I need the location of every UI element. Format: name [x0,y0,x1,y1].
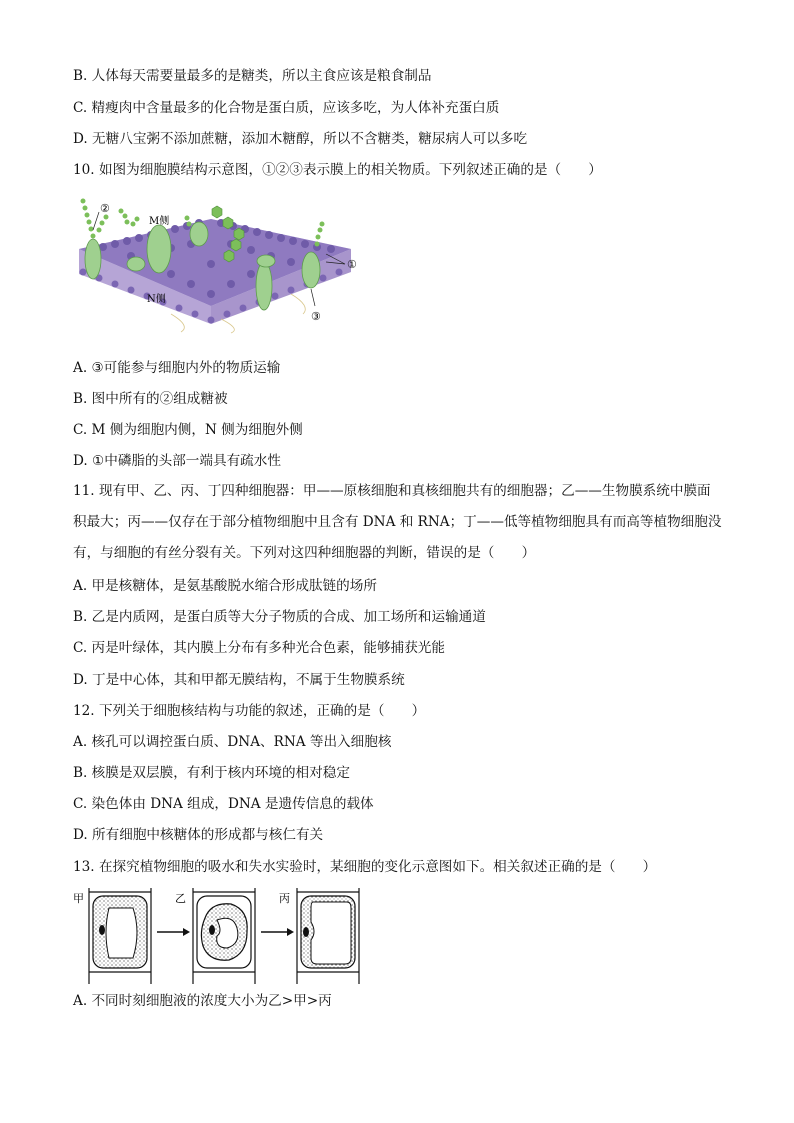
label-cell-jia: 甲 [73,892,84,905]
q9-option-b: B. 人体每天需要量最多的是糖类，所以主食应该是粮食制品 [73,68,432,84]
q10-option-c: C. M 侧为细胞内侧，N 侧为细胞外侧 [73,422,303,438]
q11-option-a: A. 甲是核糖体，是氨基酸脱水缩合形成肽链的场所 [73,578,377,594]
q11-option-b: B. 乙是内质网，是蛋白质等大分子物质的合成、加工场所和运输通道 [73,609,486,625]
label-mark3: ③ [311,310,321,323]
cell-bing [297,888,359,984]
q12-option-a: A. 核孔可以调控蛋白质、DNA、RNA 等出入细胞核 [73,734,392,750]
q12-option-d: D. 所有细胞中核糖体的形成都与核仁有关 [73,827,324,843]
label-cell-bing: 丙 [279,892,290,905]
cell-membrane-figure [71,194,371,334]
q9-option-d: D. 无糖八宝粥不添加蔗糖，添加木糖醇，所以不含糖类，糖尿病人可以多吃 [73,131,528,147]
q13-option-a: A. 不同时刻细胞液的浓度大小为乙>甲>丙 [73,993,332,1009]
label-mark1: ① [347,258,357,271]
label-m-side: M侧 [149,216,170,227]
q11-option-d: D. 丁是中心体，其和甲都无膜结构，不属于生物膜系统 [73,672,405,688]
cell-jia [89,888,151,984]
label-mark2: ② [100,202,110,215]
q10-option-a: A. ③可能参与细胞内外的物质运输 [73,360,281,376]
q10-option-b: B. 图中所有的②组成糖被 [73,391,228,407]
q11-stem: 11. 现有甲、乙、丙、丁四种细胞器：甲——原核细胞和真核细胞共有的细胞器；乙——生物膜系统中膜面积最大；丙——仅存在于部分植物细胞中且含有 DNA 和 RNA；丁——低等植物细胞具有而高等植物细胞没有，与细胞的有丝分裂有关。下列对这四种细胞器的判断，错误的是（ ） [73,483,722,561]
label-cell-yi: 乙 [175,892,186,905]
q10-option-d: D. ①中磷脂的头部一端具有疏水性 [73,453,281,469]
q10-stem: 10. 如图为细胞膜结构示意图，①②③表示膜上的相关物质。下列叙述正确的是（ ） [73,162,602,178]
q12-option-b: B. 核膜是双层膜，有利于核内环境的相对稳定 [73,765,350,781]
cell-yi [193,888,255,984]
q13-stem: 13. 在探究植物细胞的吸水和失水实验时，某细胞的变化示意图如下。相关叙述正确的是（ ） [73,859,657,875]
q12-option-c: C. 染色体由 DNA 组成，DNA 是遗传信息的载体 [73,796,374,812]
q12-stem: 12. 下列关于细胞核结构与功能的叙述，正确的是（ ） [73,703,426,719]
q11-option-c: C. 丙是叶绿体，其内膜上分布有多种光合色素，能够捕获光能 [73,640,445,656]
plant-cell-osmosis-figure [71,888,371,984]
label-n-side: N侧 [147,294,166,305]
q9-option-c: C. 精瘦肉中含量最多的化合物是蛋白质，应该多吃，为人体补充蛋白质 [73,100,500,116]
